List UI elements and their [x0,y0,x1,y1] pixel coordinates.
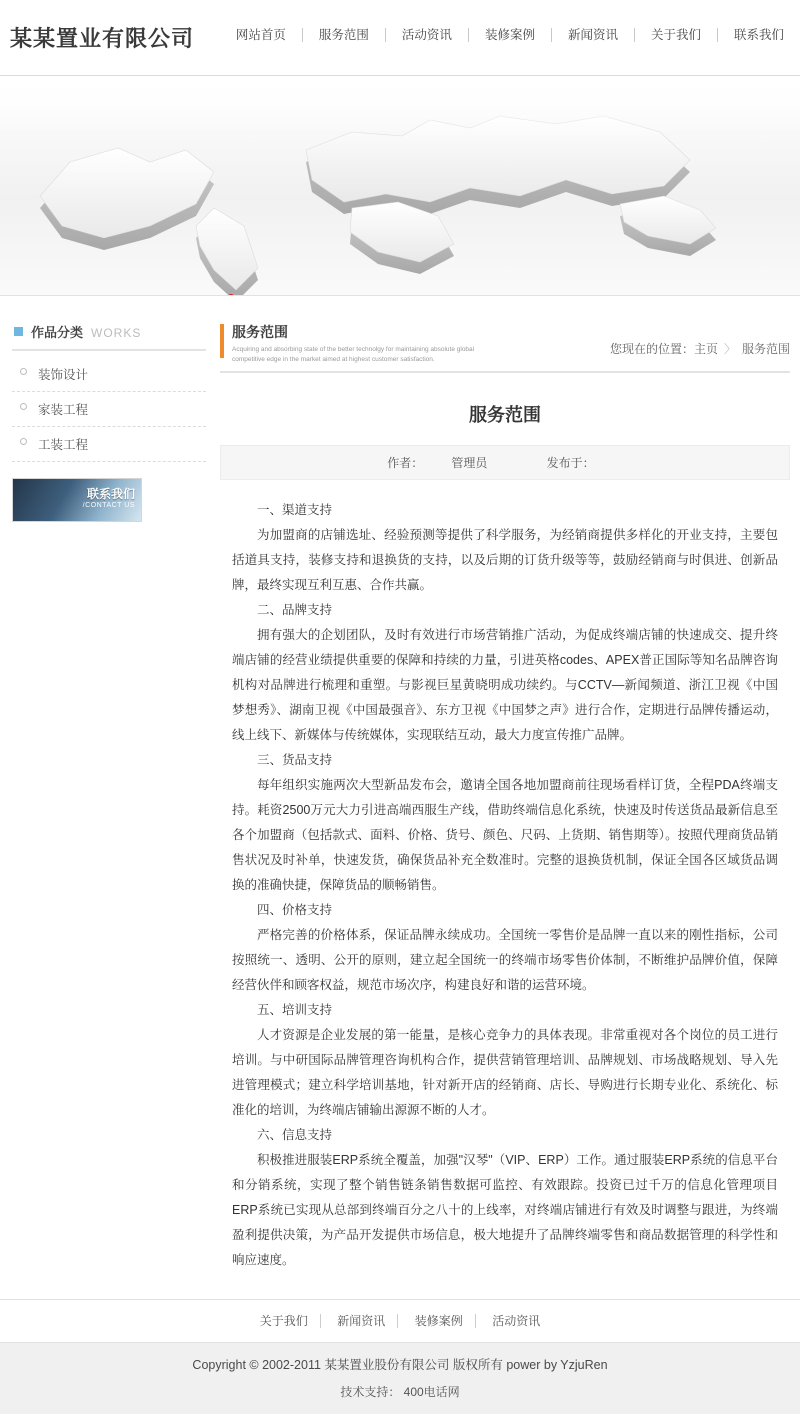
breadcrumb-home[interactable]: 主页 [693,342,718,356]
site-footer [0,1342,800,1414]
article-body [220,480,790,1273]
article-paragraph: 二、品牌支持 [257,602,333,617]
breadcrumb [610,322,790,357]
article-meta [220,445,790,480]
breadcrumb-current: 服务范围 [741,342,790,356]
circle-bullet-icon [20,403,27,410]
nav-item-services[interactable]: 服务范围 [303,28,386,42]
site-logo: 某某置业有限公司 [10,26,195,51]
article-paragraph: 积极推进服装ERP系统全覆盖，加强"汉琴"（VIP、ERP）工作。通过服装ERP系统的信息平台和分销系统，实现了整个销售链条销售数据可监控、有效跟踪。投资已过千万的信息化管理项目ERP系统已实现从总部到终端百分之八十的上线率，对终端店铺进行有效及时调整与跟进，为终端盈利提供决策，为产品开发提供市场信息，极大地提升了品牌终端零售和商品数据管理的科学性和响应速度。 [232,1152,778,1267]
sidebar-item-home-decoration[interactable] [12,392,206,427]
breadcrumb-prefix: 您现在的位置： [609,342,694,356]
article-paragraph: 为加盟商的店铺选址、经验预测等提供了科学服务，为经销商提供多样化的开业支持，主要包括道具支持，装修支持和退换货的支持，以及后期的订货升级等等，鼓励经销商与时俱进、创新品牌，最终实现互利互惠、合作共赢。 [232,527,778,592]
sidebar-item-label: 装饰设计 [38,368,89,382]
tech-support-text: 技术支持： 400电话网 [340,1384,460,1399]
article-paragraph: 一、渠道支持 [257,502,333,517]
article-paragraph: 四、价格支持 [257,902,333,917]
section-header [220,322,790,373]
footer-nav [0,1299,800,1342]
nav-item-home[interactable]: 网站首页 [220,28,303,42]
sidebar-item-decoration-design[interactable] [12,357,206,392]
square-marker-icon [14,327,23,336]
sidebar-item-commercial-decoration[interactable] [12,427,206,462]
article-author: 作者： 管理员 [387,455,488,470]
nav-item-news[interactable]: 新闻资讯 [552,28,635,42]
site-header [0,0,800,76]
article-paragraph: 拥有强大的企划团队，及时有效进行市场营销推广活动，为促成终端店铺的快速成交、提升终端店铺的经营业绩提供重要的保障和持续的力量，引进英格codes、APEX普正国际等知名品牌咨询机构对品牌进行梳理和重塑。与影视巨星黄晓明成功续约。与CCTV—新闻频道、浙江卫视《中国梦想秀》、湖南卫视《中国最强音》、东方卫视《中国梦之声》进行合作，定期进行品牌传播运动，线上线下、新媒体与传统媒体，实现联结互动，最大力度宣传推广品牌。 [232,627,778,742]
article-paragraph: 严格完善的价格体系，保证品牌永续成功。全国统一零售价是品牌一直以来的刚性指标，公司按照统一、透明、公开的原则，建立起全国统一的终端市场零售价体制，不断维护品牌价值，保障经营伙伴和顾客权益，规范市场次序，构建良好和谐的运营环境。 [232,927,778,992]
article-date: 发布于： [546,455,595,470]
copyright-text: Copyright © 2002-2011 某某置业股份有限公司 版权所有 power by YzjuRen [192,1357,608,1372]
nav-item-activities[interactable]: 活动资讯 [386,28,469,42]
sidebar [6,322,206,522]
article-paragraph: 每年组织实施两次大型新品发布会，邀请全国各地加盟商前往现场看样订货，全程PDA终端支持。耗资2500万元大力引进高端西服生产线，借助终端信息化系统，快速及时传送货品最新信息至各个加盟商（包括款式、面料、价格、货号、颜色、尺码、上货期、销售期等）。按照代理商货品销售状况及时补单，快速发货，确保货品补充全数准时。完整的退换货机制，保证全国各区域货品调换的准确快捷，保障货品的顺畅销售。 [232,777,778,892]
breadcrumb-separator: 〉 [723,342,736,356]
circle-bullet-icon [20,438,27,445]
sidebar-banner-title: 联系我们 [86,487,135,501]
main-column [206,322,794,1273]
content-area [0,296,800,1273]
hero-banner [0,76,800,296]
sidebar-category-list [12,357,206,462]
accent-bar [220,324,224,358]
article-paragraph: 人才资源是企业发展的第一能量，是核心竞争力的具体表现。非常重视对各个岗位的员工进行培训。与中研国际品牌管理咨询机构合作，提供营销管理培训、品牌规划、市场战略规划、导入先进管理模式；建立科学培训基地，针对新开店的经销商、店长、导购进行长期专业化、系统化、标准化的培训，为终端店铺输出源源不断的人才。 [232,1027,778,1117]
article-paragraph: 五、培训支持 [257,1002,333,1017]
nav-item-contact[interactable]: 联系我们 [733,28,784,42]
sidebar-title [12,322,206,351]
sidebar-title-cn: 作品分类 [31,325,84,340]
primary-nav [220,28,794,42]
footer-nav-news[interactable]: 新闻资讯 [325,1314,398,1328]
sidebar-banner-subtitle: /CONTACT US [82,502,135,509]
article-paragraph: 六、信息支持 [257,1127,333,1142]
nav-item-cases[interactable]: 装修案例 [469,28,552,42]
section-title-en: Acquiring and absorbing state of the better technolgy for maintaining absolute global competitive edge in the market aimed at highest customer satisfaction. [232,346,475,363]
sidebar-contact-banner[interactable] [12,478,142,522]
sidebar-item-label: 家装工程 [38,403,89,417]
circle-bullet-icon [20,368,27,375]
section-title-cn: 服务范围 [232,324,288,340]
sidebar-item-label: 工装工程 [38,438,89,452]
article-paragraph: 三、货品支持 [257,752,333,767]
footer-nav-activities[interactable]: 活动资讯 [492,1313,541,1328]
nav-item-about[interactable]: 关于我们 [635,28,718,42]
footer-nav-cases[interactable]: 装修案例 [403,1314,476,1328]
article-title: 服务范围 [469,404,541,425]
footer-nav-about[interactable]: 关于我们 [248,1314,321,1328]
sidebar-title-en: WORKS [91,326,142,340]
